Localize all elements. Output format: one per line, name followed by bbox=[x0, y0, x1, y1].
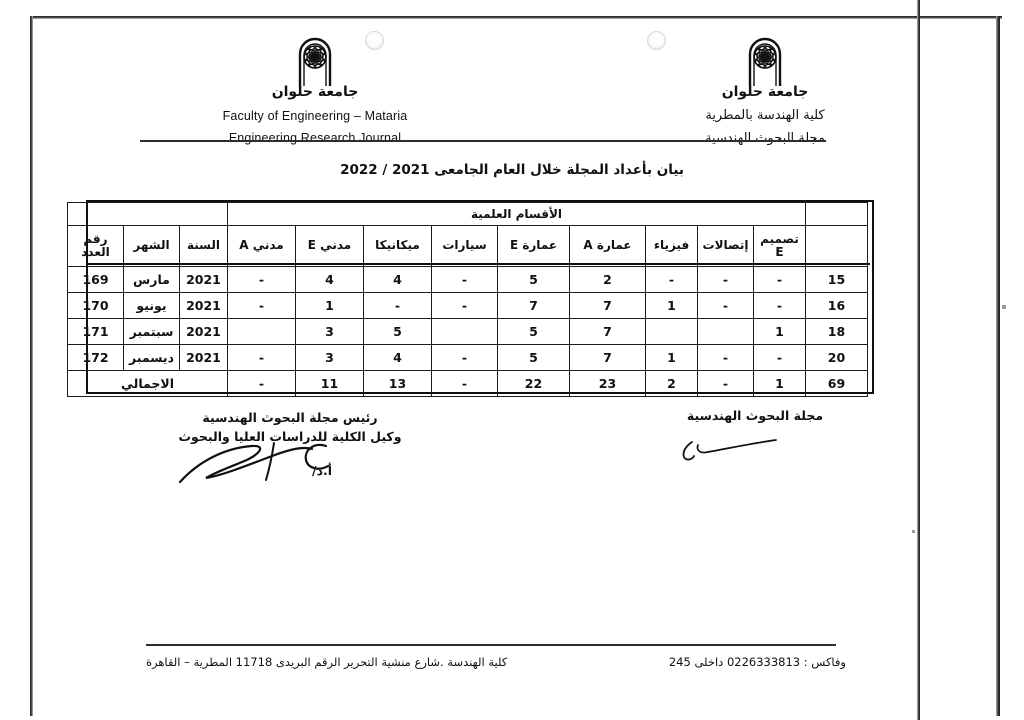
footer-divider-rule bbox=[146, 644, 836, 646]
cell-comms: - bbox=[698, 293, 754, 319]
header-left-block bbox=[150, 34, 480, 145]
journal-name-ar: مجلة البحوث الهندسية bbox=[705, 131, 825, 146]
footer-contact: وفاكس : 0226333813 داخلى 245 bbox=[668, 655, 846, 669]
cell-design-e: - bbox=[754, 267, 806, 293]
university-wordmark-left: جامعة حلوان bbox=[271, 84, 359, 100]
cell-month: مارس bbox=[124, 267, 180, 293]
col-header-issue-no: رقم العدد bbox=[67, 226, 123, 267]
page-scan-edge-inner-right bbox=[917, 0, 920, 720]
cell-design-e: - bbox=[754, 293, 806, 319]
cell-total: 20 bbox=[806, 345, 868, 371]
table-totals-row bbox=[67, 371, 867, 397]
cell-automotive: - bbox=[432, 293, 498, 319]
cell-arch-a: 7 bbox=[570, 345, 646, 371]
totals-cell-total: 69 bbox=[806, 371, 868, 397]
cell-mechanical: 4 bbox=[364, 267, 432, 293]
cell-issue-no: 169 bbox=[67, 267, 123, 293]
cell-civil-e: 3 bbox=[296, 345, 364, 371]
cell-year: 2021 bbox=[180, 319, 228, 345]
totals-cell-design-e: 1 bbox=[754, 371, 806, 397]
cell-automotive: - bbox=[432, 267, 498, 293]
cell-design-e: 1 bbox=[754, 319, 806, 345]
cell-total: 15 bbox=[806, 267, 868, 293]
signature-left-prefix: أ.د/ bbox=[312, 463, 333, 478]
signature-left-line1: رئيس مجلة البحوث الهندسية bbox=[202, 410, 378, 425]
totals-cell-automotive: - bbox=[432, 371, 498, 397]
cell-civil-a bbox=[228, 319, 296, 345]
cell-comms: - bbox=[698, 267, 754, 293]
footer-address: كلية الهندسة .شارع منشية التحرير الرقم البريدى 11718 المطرية – القاهرة bbox=[146, 655, 508, 669]
col-header-year: السنة bbox=[180, 226, 228, 267]
cell-civil-e: 4 bbox=[296, 267, 364, 293]
col-header-civil-a: مدني A bbox=[228, 226, 296, 267]
cell-year: 2021 bbox=[180, 293, 228, 319]
cell-automotive bbox=[432, 319, 498, 345]
totals-cell-comms: - bbox=[698, 371, 754, 397]
cell-year: 2021 bbox=[180, 345, 228, 371]
cell-month: ديسمبر bbox=[124, 345, 180, 371]
totals-cell-mechanical: 13 bbox=[364, 371, 432, 397]
col-header-arch-e: عمارة E bbox=[498, 226, 570, 267]
cell-physics: 1 bbox=[646, 293, 698, 319]
cell-arch-e: 5 bbox=[498, 345, 570, 371]
cell-arch-a: 7 bbox=[570, 319, 646, 345]
cell-mechanical: 5 bbox=[364, 319, 432, 345]
cell-month: سبتمبر bbox=[124, 319, 180, 345]
cell-year: 2021 bbox=[180, 267, 228, 293]
col-header-civil-e: مدني E bbox=[296, 226, 364, 267]
cell-arch-a: 7 bbox=[570, 293, 646, 319]
handwritten-signature-icon bbox=[176, 440, 336, 493]
table-row bbox=[67, 293, 867, 319]
scan-speck bbox=[1002, 305, 1006, 309]
cell-arch-e: 5 bbox=[498, 267, 570, 293]
table-body bbox=[67, 267, 867, 397]
statistics-table bbox=[67, 202, 868, 397]
table-head bbox=[67, 203, 867, 267]
col-header-month: الشهر bbox=[124, 226, 180, 267]
cell-physics: - bbox=[646, 267, 698, 293]
cell-civil-a: - bbox=[228, 293, 296, 319]
col-header-design-e: تصميم E bbox=[754, 226, 806, 267]
scan-speck bbox=[912, 530, 915, 533]
helwan-university-crest-icon bbox=[620, 34, 910, 88]
cell-issue-no: 171 bbox=[67, 319, 123, 345]
cell-total: 18 bbox=[806, 319, 868, 345]
faculty-name-ar: كلية الهندسة بالمطرية bbox=[705, 108, 825, 123]
totals-row-label: الاجمالي bbox=[67, 371, 227, 397]
cell-arch-e: 7 bbox=[498, 293, 570, 319]
cell-arch-a: 2 bbox=[570, 267, 646, 293]
cell-civil-a: - bbox=[228, 267, 296, 293]
faculty-name-en: Faculty of Engineering – Mataria bbox=[222, 109, 408, 123]
cell-comms: - bbox=[698, 345, 754, 371]
statistics-table-wrapper bbox=[81, 202, 868, 397]
handwritten-signature-icon bbox=[672, 432, 782, 473]
cell-month: يونيو bbox=[124, 293, 180, 319]
cell-total: 16 bbox=[806, 293, 868, 319]
group-header-meta-blank bbox=[67, 203, 227, 226]
header-right-block bbox=[620, 34, 910, 146]
table-row bbox=[67, 319, 867, 345]
cell-mechanical: 4 bbox=[364, 345, 432, 371]
table-group-header-row bbox=[67, 203, 867, 226]
signature-block-right bbox=[630, 408, 880, 423]
cell-civil-e: 3 bbox=[296, 319, 364, 345]
cell-comms bbox=[698, 319, 754, 345]
col-header-physics: فيزياء bbox=[646, 226, 698, 267]
table-column-header-row bbox=[67, 226, 867, 267]
group-header-blank-cell bbox=[806, 203, 868, 226]
header-divider-rule bbox=[140, 140, 826, 142]
table-row bbox=[67, 267, 867, 293]
totals-cell-civil-e: 11 bbox=[296, 371, 364, 397]
col-header-total bbox=[806, 226, 868, 267]
page-scan-edge-top bbox=[30, 16, 1002, 19]
table-row bbox=[67, 345, 867, 371]
page-scan-edge-right bbox=[996, 16, 1000, 716]
signature-left-line2: وكيل الكلية للدراسات العليا والبحوث bbox=[178, 429, 402, 445]
col-header-arch-a: عمارة A bbox=[570, 226, 646, 267]
cell-civil-e: 1 bbox=[296, 293, 364, 319]
page-scan-edge-left bbox=[30, 16, 33, 716]
cell-physics bbox=[646, 319, 698, 345]
totals-cell-arch-e: 22 bbox=[498, 371, 570, 397]
totals-cell-arch-a: 23 bbox=[570, 371, 646, 397]
document-title: بيان بأعداد المجلة خلال العام الجامعى 2021 / 2022 bbox=[340, 162, 684, 178]
col-header-automotive: سيارات bbox=[432, 226, 498, 267]
group-header-departments: الأقسام العلمية bbox=[228, 203, 806, 226]
journal-name-en: Engineering Research Journal bbox=[228, 131, 402, 145]
signature-right-line1: مجلة البحوث الهندسية bbox=[686, 408, 824, 423]
cell-design-e: - bbox=[754, 345, 806, 371]
col-header-comms: إتصالات bbox=[698, 226, 754, 267]
totals-cell-physics: 2 bbox=[646, 371, 698, 397]
totals-cell-civil-a: - bbox=[228, 371, 296, 397]
cell-civil-a: - bbox=[228, 345, 296, 371]
helwan-university-crest-icon bbox=[150, 34, 480, 88]
col-header-mechanical: ميكانيكا bbox=[364, 226, 432, 267]
university-wordmark-right: جامعة حلوان bbox=[721, 84, 809, 100]
cell-physics: 1 bbox=[646, 345, 698, 371]
cell-automotive: - bbox=[432, 345, 498, 371]
cell-issue-no: 170 bbox=[67, 293, 123, 319]
cell-arch-e: 5 bbox=[498, 319, 570, 345]
cell-issue-no: 172 bbox=[67, 345, 123, 371]
cell-mechanical: - bbox=[364, 293, 432, 319]
page-footer bbox=[146, 655, 846, 669]
